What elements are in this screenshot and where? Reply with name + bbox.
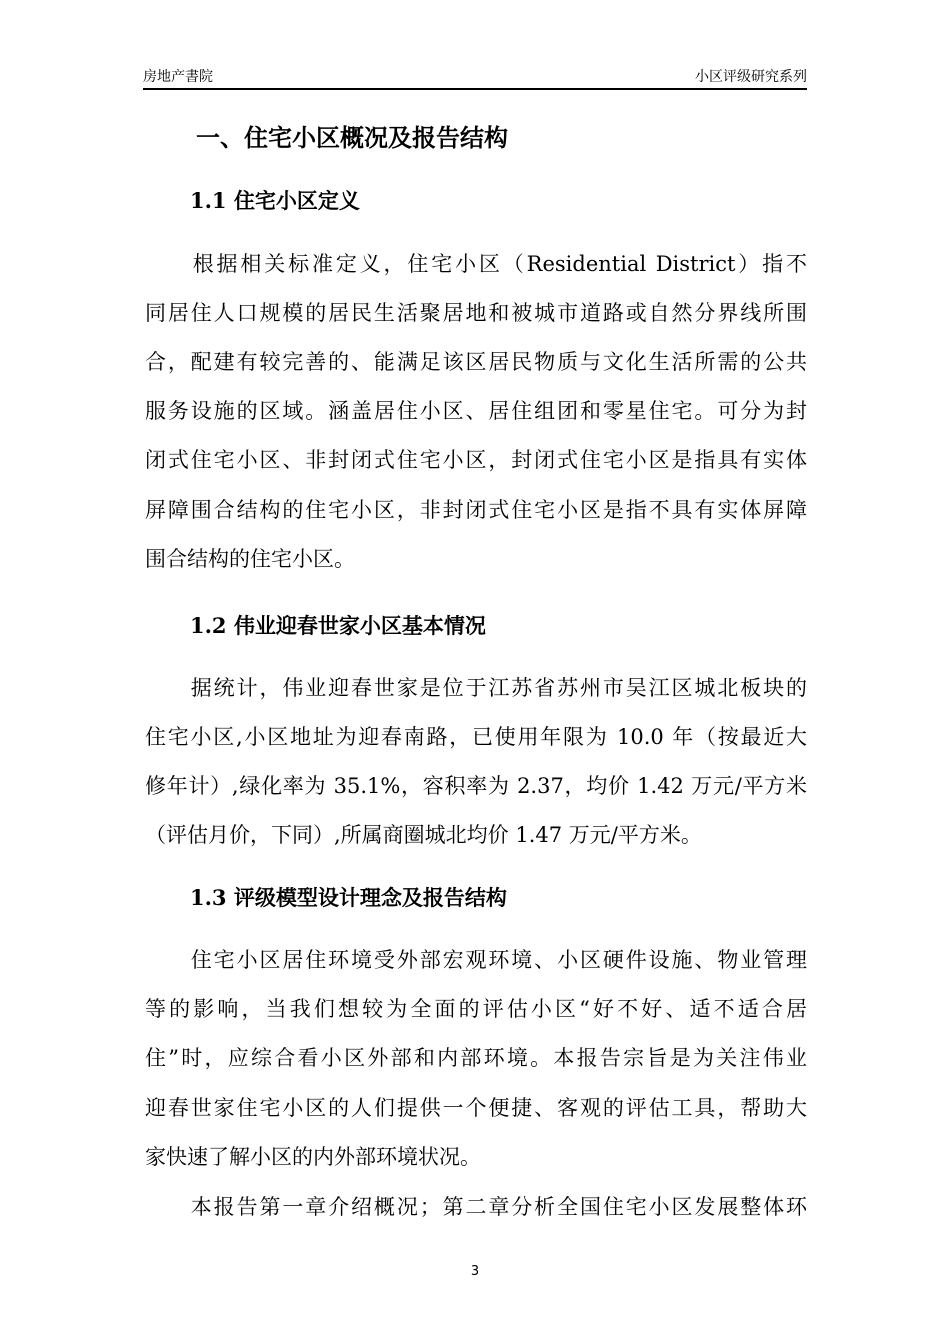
paragraph-line: 住宅小区居住环境受外部宏观环境、小区硬件设施、物业管理 [145,948,807,972]
paragraph-line: 根据相关标准定义，住宅小区（Residential District）指不 [145,252,807,276]
paragraph-line: 屏障围合结构的住宅小区，非封闭式住宅小区是指不具有实体屏障 [145,498,807,522]
paragraph-line: 服务设施的区域。涵盖居住小区、居住组团和零星住宅。可分为封 [145,399,807,423]
paragraph-line: 修年计）,绿化率为 35.1%，容积率为 2.37，均价 1.42 万元/平方米 [145,774,807,798]
paragraph-line: 合，配建有较完善的、能满足该区居民物质与文化生活所需的公共 [145,350,807,374]
paragraph-line: 据统计，伟业迎春世家是位于江苏省苏州市吴江区城北板块的 [145,676,807,700]
paragraph-line: 本报告第一章介绍概况；第二章分析全国住宅小区发展整体环 [145,1195,807,1219]
page-number: 3 [470,1264,480,1279]
paragraph-line: 闭式住宅小区、非封闭式住宅小区，封闭式住宅小区是指具有实体 [145,448,807,472]
chapter-title: 一、住宅小区概况及报告结构 [196,123,508,152]
section-heading: 1.3 评级模型设计理念及报告结构 [190,885,507,910]
paragraph-line: 同居住人口规模的居民生活聚居地和被城市道路或自然分界线所围 [145,301,807,325]
header-left: 房地产書院 [143,69,213,85]
paragraph-line: 住”时，应综合看小区外部和内部环境。本报告宗旨是为关注伟业 [145,1046,807,1070]
paragraph-line: （评估月价，下同）,所属商圈城北均价 1.47 万元/平方米。 [145,823,702,847]
paragraph-line: 住宅小区,小区地址为迎春南路，已使用年限为 10.0 年（按最近大 [145,725,807,749]
paragraph-line: 迎春世家住宅小区的人们提供一个便捷、客观的评估工具，帮助大 [145,1096,807,1120]
paragraph-line: 家快速了解小区的内外部环境状况。 [145,1145,481,1169]
section-heading: 1.1 住宅小区定义 [190,188,360,213]
header-rule [143,88,807,90]
header-right: 小区评级研究系列 [695,69,807,85]
paragraph-line: 等的影响，当我们想较为全面的评估小区“好不好、适不适合居 [145,997,807,1021]
paragraph-line: 围合结构的住宅小区。 [145,547,355,571]
section-heading: 1.2 伟业迎春世家小区基本情况 [190,613,486,638]
